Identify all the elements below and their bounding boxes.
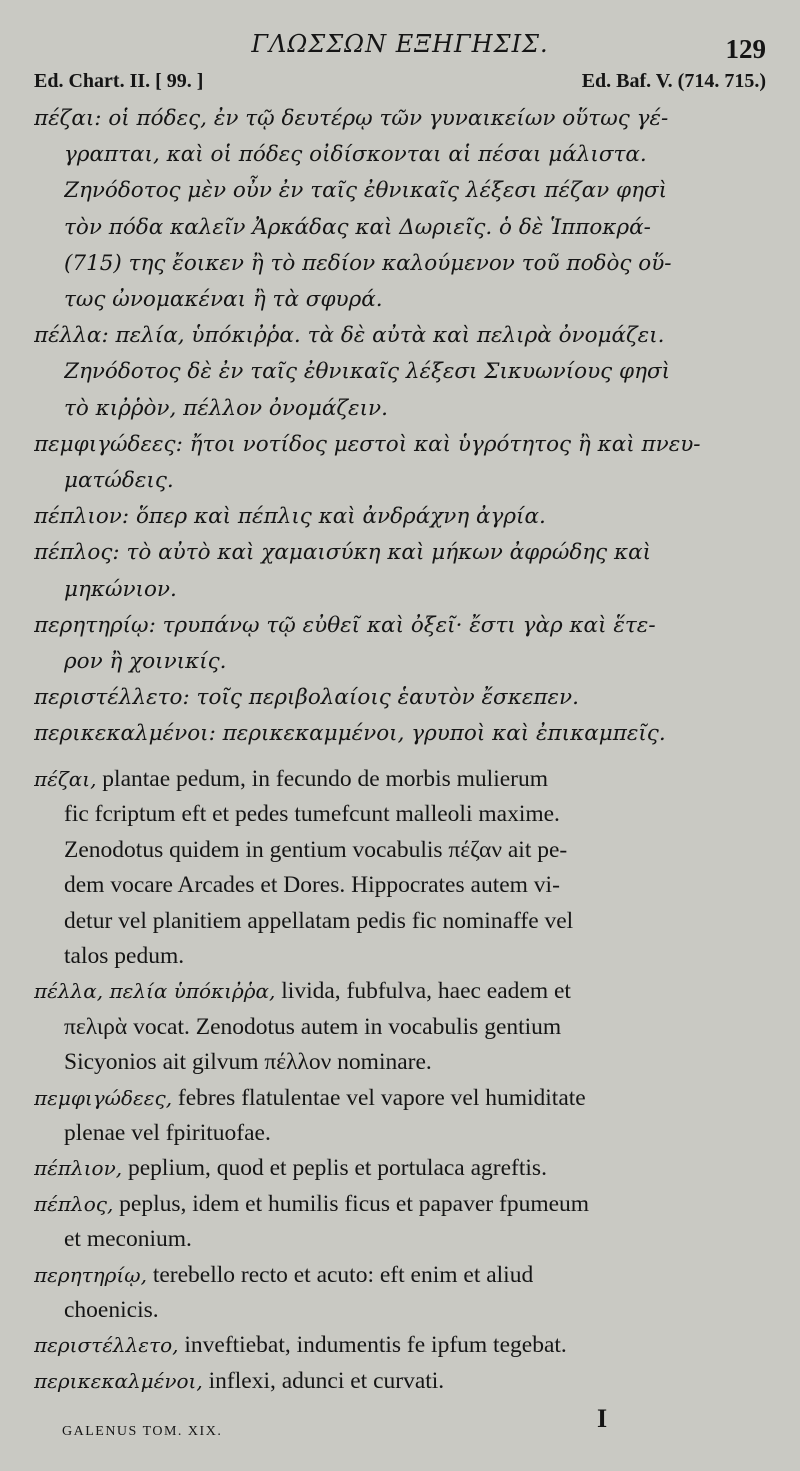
latin-line — [64, 797, 560, 832]
greek-line: πέλλα: πελία, ὑπόκιῤῥα. τὰ δὲ αὐτὰ καὶ πελιρὰ ὀνομάζει. — [34, 323, 665, 349]
latin-text: plantae pedum, in fecundo de morbis mulierum — [96, 766, 549, 792]
latin-text: detur vel planitiem appellatam pedis fic nominaffe vel — [64, 907, 574, 934]
greek-line: (715) της ἔοικεν ἢ τὸ πεδίον καλούμενον τοῦ ποδὸς οὕ- — [64, 250, 672, 276]
latin-text: peplium, quod et peplis et portulaca agreftis. — [122, 1155, 547, 1182]
latin-text: dem vocare Arcades et Dores. Hippocrates autem vi- — [64, 872, 560, 899]
greek-line: μηκώνιον. — [64, 576, 177, 602]
latin-line — [34, 974, 571, 1009]
latin-line — [34, 1364, 444, 1399]
latin-text: et meconium. — [64, 1226, 192, 1253]
latin-text: terebello recto et acuto: eft enim et aliud — [146, 1261, 534, 1288]
greek-lemma: πεμφιγώδεες, — [34, 1085, 173, 1110]
page-number: 129 — [725, 34, 766, 64]
greek-line: πεμφιγώδεες: ἤτοι νοτίδος μεστοὶ καὶ ὑγρότητος ἢ καὶ πνευ- — [34, 431, 701, 457]
latin-text: inveftiebat, indumentis fe ipfum tegebat. — [178, 1332, 567, 1359]
latin-text: febres flatulentae vel vapore vel humiditate — [172, 1084, 586, 1111]
latin-line — [64, 868, 560, 903]
greek-lemma: περητηρίῳ, — [34, 1262, 147, 1287]
greek-line: πέπλιον: ὅπερ καὶ πέπλις καὶ ἀνδράχνη ἀγρία. — [34, 504, 546, 530]
latin-text: fic fcriptum eft et pedes tumefcunt malleoli maxime. — [64, 801, 560, 828]
greek-lemma: πέζαι, — [34, 767, 97, 791]
greek-line: Ζηνόδοτος δὲ ἐν ταῖς ἐθνικαῖς λέξεσι Σικυωνίους φησὶ — [64, 359, 671, 385]
greek-line: γραπται, καὶ οἱ πόδες οἰδίσκονται αἱ πέσαι μάλιστα. — [64, 142, 647, 168]
greek-line: τὸν πόδα καλεῖν Ἀρκάδας καὶ Δωριεῖς. ὁ δὲ Ἱπποκρά- — [64, 214, 651, 240]
latin-line — [64, 1293, 159, 1328]
latin-line — [34, 1081, 586, 1116]
running-head: ΓΛΩΣΣΩΝ ΕΞΗΓΗΣΙΣ. — [251, 30, 549, 58]
latin-line — [64, 833, 567, 868]
greek-line: πέζαι: οἱ πόδες, ἐν τῷ δευτέρῳ τῶν γυναικείων οὕτως γέ- — [34, 106, 669, 131]
latin-text: talos pedum. — [64, 943, 185, 969]
greek-lemma: περιστέλλετο, — [34, 1333, 179, 1358]
latin-text: choenicis. — [64, 1297, 159, 1323]
greek-lemma: πέπλος, — [34, 1191, 114, 1216]
latin-text: peplus, idem et humilis ficus et papaver fpumeum — [113, 1190, 590, 1217]
greek-line: ματώδεις. — [64, 468, 174, 493]
greek-line: περητηρίῳ: τρυπάνῳ τῷ εὐθεῖ καὶ ὀξεῖ· ἔστι γὰρ καὶ ἕτε- — [34, 612, 656, 638]
greek-line: τὸ κιῤῥὸν, πέλλον ὀνομάζειν. — [64, 395, 388, 421]
greek-lemma: περικεκαλμένοι, — [34, 1368, 203, 1393]
latin-line — [64, 1222, 192, 1257]
greek-line: Ζηνόδοτος μὲν οὖν ἐν ταῖς ἐθνικαῖς λέξεσι πέζαν φησὶ — [64, 178, 668, 204]
latin-text: πελιρὰ vocat. Zenodotus autem in vocabulis gentium — [64, 1013, 562, 1040]
greek-line: περικεκαλμένοι: περικεκαμμένοι, γρυποὶ καὶ ἐπικαμπεῖς. — [34, 721, 666, 747]
latin-line — [34, 1328, 567, 1363]
greek-line: ρον ἢ χοινικίς. — [64, 649, 227, 674]
latin-line — [34, 1258, 533, 1293]
greek-line: τως ὠνομακέναι ἢ τὰ σφυρά. — [64, 287, 383, 312]
latin-line — [64, 1045, 432, 1080]
latin-text: Zenodotus quidem in gentium vocabulis πέζαν ait pe- — [64, 836, 568, 863]
footer-signature: GALENUS TOM. XIX. — [62, 1424, 223, 1439]
latin-line — [64, 939, 184, 974]
latin-line — [64, 1010, 561, 1045]
footer-sheet-mark: I — [597, 1404, 608, 1433]
latin-line — [64, 904, 573, 939]
greek-lemma: πέπλιον, — [34, 1156, 123, 1181]
latin-text: livida, fubfulva, haec eadem et — [275, 978, 571, 1005]
greek-line: πέπλος: τὸ αὐτὸ καὶ χαμαισύκη καὶ μήκων ἀφρώδης καὶ — [34, 540, 652, 566]
latin-line — [64, 1116, 271, 1151]
edition-reference-left: Ed. Chart. II. [ 99. ] — [34, 70, 204, 92]
latin-text: plenae vel fpirituofae. — [64, 1120, 271, 1146]
latin-text: inflexi, adunci et curvati. — [202, 1367, 445, 1394]
greek-lemma: πέλλα, πελία ὑπόκιῤῥα, — [34, 979, 276, 1004]
latin-line — [34, 762, 548, 797]
edition-reference-right: Ed. Baf. V. (714. 715.) — [581, 70, 766, 92]
latin-line — [34, 1187, 589, 1222]
latin-text: Sicyonios ait gilvum πέλλον nominare. — [64, 1049, 432, 1076]
latin-line — [34, 1151, 547, 1186]
greek-line: περιστέλλετο: τοῖς περιβολαίοις ἑαυτὸν ἔσκεπεν. — [34, 685, 579, 711]
